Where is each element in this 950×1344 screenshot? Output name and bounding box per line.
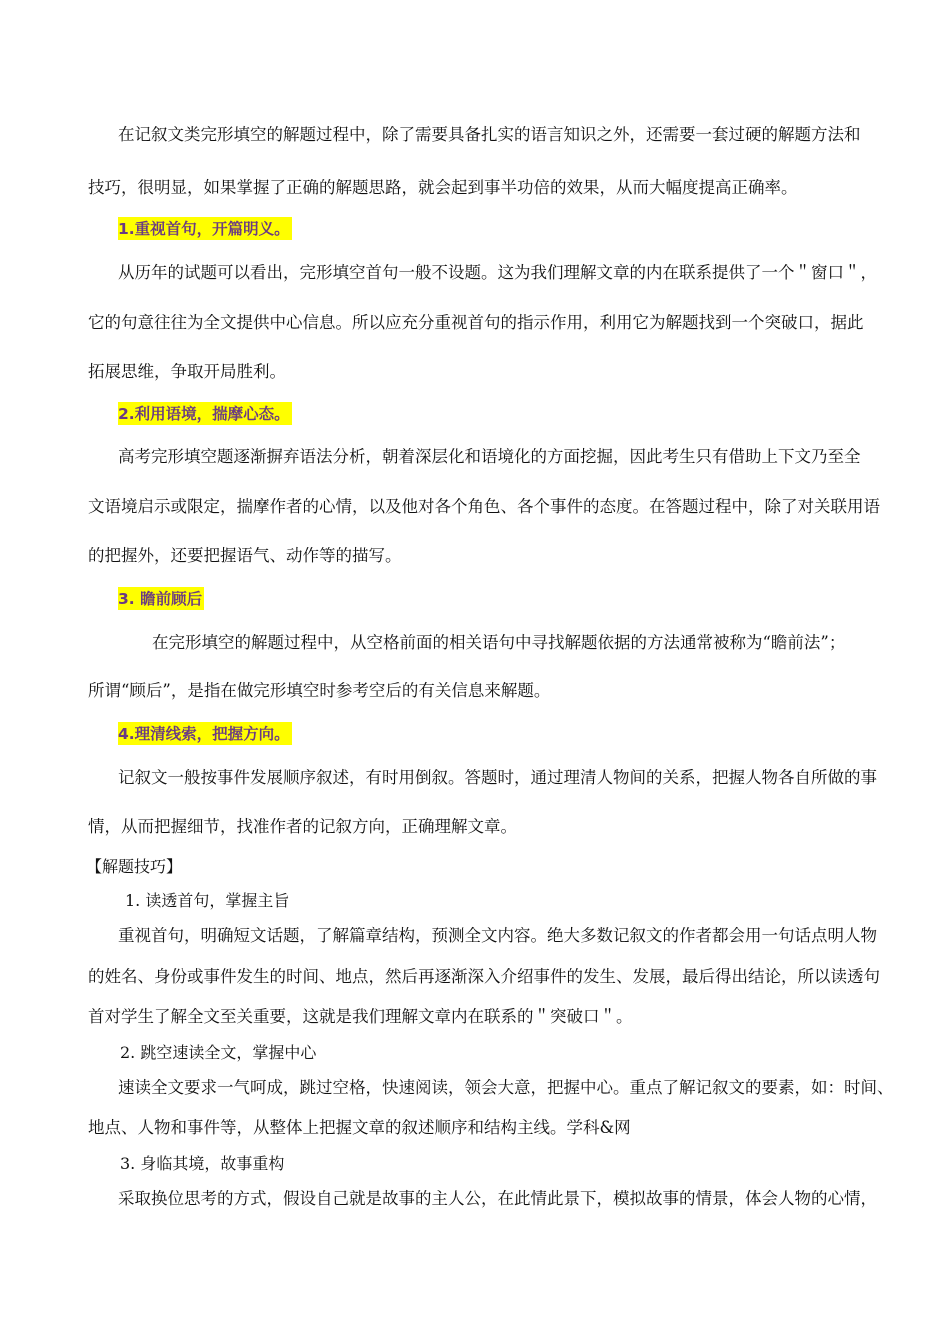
paragraph-line: 记叙文一般按事件发展顺序叙述，有时用倒叙。答题时，通过理清人物间的关系，把握人物各自所做的事 xyxy=(118,768,877,787)
section-heading-3: 3. 瞻前顾后 xyxy=(118,587,204,610)
section-heading-2: 2.利用语境，揣摩心态。 xyxy=(118,402,292,425)
paragraph-line: 速读全文要求一气呵成，跳过空格，快速阅读，领会大意，把握中心。重点了解记叙文的要素，如：时间、 xyxy=(118,1078,894,1097)
paragraph-line: 技巧，很明显，如果掌握了正确的解题思路，就会起到事半功倍的效果，从而大幅度提高正确率。 xyxy=(88,178,798,197)
tip-heading-3: 3. 身临其境，故事重构 xyxy=(120,1154,285,1173)
paragraph-line: 采取换位思考的方式，假设自己就是故事的主人公，在此情此景下，模拟故事的情景，体会人物的心情， xyxy=(118,1189,877,1208)
paragraph-line: 的姓名、身份或事件发生的时间、地点，然后再逐渐深入介绍事件的发生、发展，最后得出结论，所以读透句 xyxy=(88,967,880,986)
paragraph-line: 重视首句，明确短文话题，了解篇章结构，预测全文内容。绝大多数记叙文的作者都会用一句话点明人物 xyxy=(118,926,877,945)
paragraph-line: 在完形填空的解题过程中，从空格前面的相关语句中寻找解题依据的方法通常被称为“瞻前法”； xyxy=(152,633,846,652)
paragraph-line: 在记叙文类完形填空的解题过程中，除了需要具备扎实的语言知识之外，还需要一套过硬的解题方法和 xyxy=(118,125,861,144)
paragraph-line: 情，从而把握细节，找准作者的记叙方向，正确理解文章。 xyxy=(88,817,517,836)
tips-title: 【解题技巧】 xyxy=(86,857,183,876)
tip-heading-1: 1. 读透首句，掌握主旨 xyxy=(125,891,290,910)
paragraph-line: 文语境启示或限定，揣摩作者的心情，以及他对各个角色、各个事件的态度。在答题过程中，除了对关联用语 xyxy=(88,497,880,516)
section-heading-4: 4.理清线索，把握方向。 xyxy=(118,722,292,745)
section-heading-1: 1.重视首句，开篇明义。 xyxy=(118,217,292,240)
paragraph-line: 拓展思维，争取开局胜利。 xyxy=(88,362,286,381)
paragraph-line: 首对学生了解全文至关重要，这就是我们理解文章内在联系的＂突破口＂。 xyxy=(88,1007,633,1026)
paragraph-line: 从历年的试题可以看出，完形填空首句一般不设题。这为我们理解文章的内在联系提供了一个＂窗口＂， xyxy=(118,263,877,282)
paragraph-line: 地点、人物和事件等，从整体上把握文章的叙述顺序和结构主线。学科&网 xyxy=(88,1118,631,1137)
tip-heading-2: 2. 跳空速读全文，掌握中心 xyxy=(120,1043,317,1062)
paragraph-line: 高考完形填空题逐渐摒弃语法分析，朝着深层化和语境化的方面挖掘，因此考生只有借助上下文乃至全 xyxy=(118,447,861,466)
paragraph-line: 它的句意往往为全文提供中心信息。所以应充分重视首句的指示作用，利用它为解题找到一个突破口，据此 xyxy=(88,313,864,332)
paragraph-line: 所谓“顾后”，是指在做完形填空时参考空后的有关信息来解题。 xyxy=(88,681,551,700)
paragraph-line: 的把握外，还要把握语气、动作等的描写。 xyxy=(88,546,402,565)
